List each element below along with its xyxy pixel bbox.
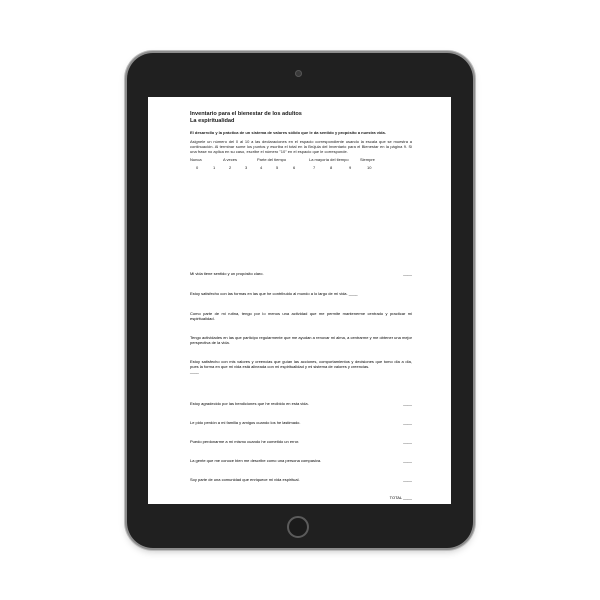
items-region xyxy=(190,97,412,504)
scale-number: 0 xyxy=(196,165,199,170)
item-text: Tengo actividades en las que participo regularmente que me ayudan a renovar mi alma, a centrarme y me obtener una mejor perspectiva de la vida. xyxy=(190,335,412,345)
item-text: Puedo perdonarme a mí mismo cuando he cometido un error. xyxy=(190,439,300,444)
answer-blank[interactable]: ____ xyxy=(190,369,199,374)
item-text: La gente que me conoce bien me describe como una persona compasiva. xyxy=(190,458,322,463)
tablet-screen xyxy=(148,97,451,504)
item-text: Estoy agradecido por las bendiciones que he recibido en esta vida. xyxy=(190,401,309,406)
inventory-item xyxy=(190,359,412,374)
scale-label-sometimes: A veces xyxy=(223,157,238,162)
document-instructions: Asignele un número del 0 al 10 a las declaraciones en el espacio correspondiente usando la escala que se muestra a continuación. Al terminar sume los puntos y escriba el total en la Brújula del Inventario para el Bienestar en la página 9. Si una frase no aplica en su caso, escribe el número "10" en el espacio que le corresponde. xyxy=(190,139,412,154)
scale-number: 1 xyxy=(213,165,216,170)
answer-blank[interactable]: ____ xyxy=(403,401,412,406)
scale-number: 8 xyxy=(330,165,333,170)
item-text: Como parte de mi rutina, tengo por lo menos una actividad que me permite mantenerme centrado y practicar mi espiritualidad. xyxy=(190,311,412,321)
total-score[interactable]: TOTAL ____ xyxy=(389,495,412,500)
answer-blank[interactable]: ____ xyxy=(403,420,412,425)
item-text: Le pido perdón a mi familia y amigos cuando los he lastimado. xyxy=(190,420,301,425)
answer-blank[interactable]: ____ xyxy=(403,458,412,463)
item-text: Mi vida tiene sentido y un propósito claro. xyxy=(190,271,264,276)
item-text: Estoy satisfecho con mis valores y creencias que guían las acciones, comportamientos y decisiones que tomo día a día, pues la forma en que mi vida está alineada con mi espiritualidad y mi sistema de valores y creencias. xyxy=(190,359,412,369)
answer-blank[interactable]: ____ xyxy=(403,439,412,444)
document-title: Inventario para el bienestar de los adultos xyxy=(190,111,302,117)
answer-blank[interactable]: ____ xyxy=(403,271,412,276)
scale-label-most-time: La mayoría del tiempo xyxy=(309,157,349,162)
scale-label-never: Nunca xyxy=(190,157,202,162)
item-text: Soy parte de una comunidad que enriquece mi vida espiritual. xyxy=(190,477,300,482)
home-button[interactable] xyxy=(287,516,309,538)
front-camera xyxy=(295,70,302,77)
scale-number: 9 xyxy=(349,165,352,170)
scale-number: 10 xyxy=(367,165,372,170)
scale-number: 3 xyxy=(245,165,248,170)
document-subtitle: La espiritualidad xyxy=(190,118,235,124)
scale-number: 5 xyxy=(276,165,279,170)
item-text: Estoy satisfecho con las formas en las que he contribuido al mundo a lo largo de mi vida. ____ xyxy=(190,291,358,296)
scale-number: 2 xyxy=(229,165,232,170)
scale-label-always: Siempre xyxy=(360,157,375,162)
inventory-item xyxy=(190,401,412,406)
document-intro: El desarrollo y la práctica de un sistema de valores sólido que le da sentido y propósito a nuestra vida. xyxy=(190,130,386,135)
inventory-item xyxy=(190,271,412,276)
tablet-device xyxy=(127,53,473,548)
inventory-item xyxy=(190,335,412,345)
scale-number: 6 xyxy=(293,165,296,170)
inventory-item xyxy=(190,311,412,321)
inventory-item xyxy=(190,477,412,482)
answer-blank[interactable]: ____ xyxy=(403,477,412,482)
scale-number: 7 xyxy=(313,165,316,170)
inventory-item xyxy=(190,420,412,425)
scale-number: 4 xyxy=(260,165,263,170)
inventory-item xyxy=(190,291,412,296)
inventory-item xyxy=(190,458,412,463)
inventory-item xyxy=(190,439,412,444)
scale-label-part-time: Parte del tiempo xyxy=(257,157,287,162)
